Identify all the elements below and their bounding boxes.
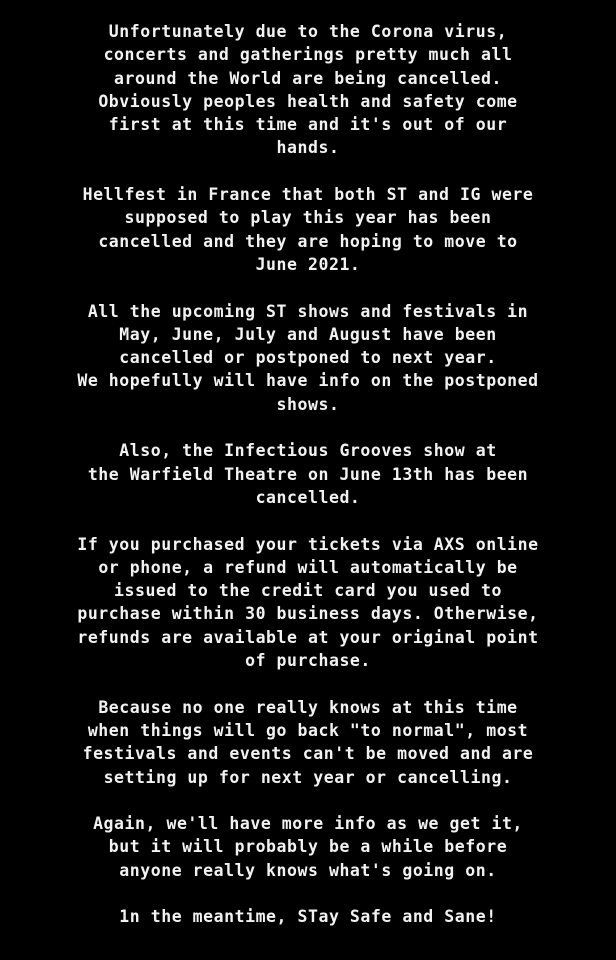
text-line: cancelled.	[255, 487, 361, 507]
paragraph-back-to-normal	[0, 696, 616, 789]
paragraph-more-info	[0, 812, 616, 882]
text-line: festivals and events can't be moved and are	[82, 744, 534, 764]
text-line: setting up for next year or cancelling.	[103, 767, 513, 787]
text-line: Also, the Infectious Grooves show at	[119, 441, 497, 461]
text-line: We hopefully will have info on the postponed	[77, 371, 539, 391]
paragraph-sign-off	[0, 905, 616, 928]
text-line: Again, we'll have more info as we get it,	[93, 814, 523, 834]
text-line: cancelled and they are hoping to move to	[98, 231, 518, 251]
paragraph-warfield-show	[0, 439, 616, 509]
text-line: of purchase.	[245, 651, 371, 671]
text-line: If you purchased your tickets via AXS online	[77, 534, 539, 554]
text-line: refunds are available at your original point	[77, 627, 539, 647]
text-line: hands.	[276, 138, 340, 158]
text-line: supposed to play this year has been	[124, 208, 492, 228]
text-line: the Warfield Theatre on June 13th has been	[87, 464, 529, 484]
text-line: purchase within 30 business days. Otherwise,	[77, 604, 539, 624]
text-line: or phone, a refund will automatically be	[98, 557, 518, 577]
text-line: around the World are being cancelled.	[114, 68, 502, 88]
text-line: Obviously peoples health and safety come	[98, 91, 518, 111]
paragraph-upcoming-shows	[0, 300, 616, 416]
text-line: issued to the credit card you used to	[114, 581, 502, 601]
text-line: June 2021.	[255, 254, 361, 274]
text-line: Hellfest in France that both ST and IG were	[82, 185, 534, 205]
text-line: shows.	[276, 394, 340, 414]
text-line: Because no one really knows at this time	[98, 697, 518, 717]
announcement-text	[0, 20, 616, 952]
text-line: Unfortunately due to the Corona virus,	[108, 22, 508, 41]
text-line: anyone really knows what's going on.	[119, 860, 497, 880]
text-line: All the upcoming ST shows and festivals in	[87, 301, 529, 321]
paragraph-refunds	[0, 533, 616, 673]
text-line: first at this time and it's out of our	[108, 115, 508, 135]
text-line: May, June, July and August have been	[119, 324, 497, 344]
text-line: when things will go back "to normal", most	[87, 720, 529, 740]
text-line: concerts and gatherings pretty much all	[103, 45, 513, 65]
text-line: but it will probably be a while before	[108, 837, 508, 857]
text-line: cancelled or postponed to next year.	[119, 348, 497, 368]
paragraph-hellfest	[0, 183, 616, 276]
text-line: 1n the meantime, STay Safe and Sane!	[119, 907, 497, 927]
paragraph-corona-cancellations	[0, 20, 616, 160]
